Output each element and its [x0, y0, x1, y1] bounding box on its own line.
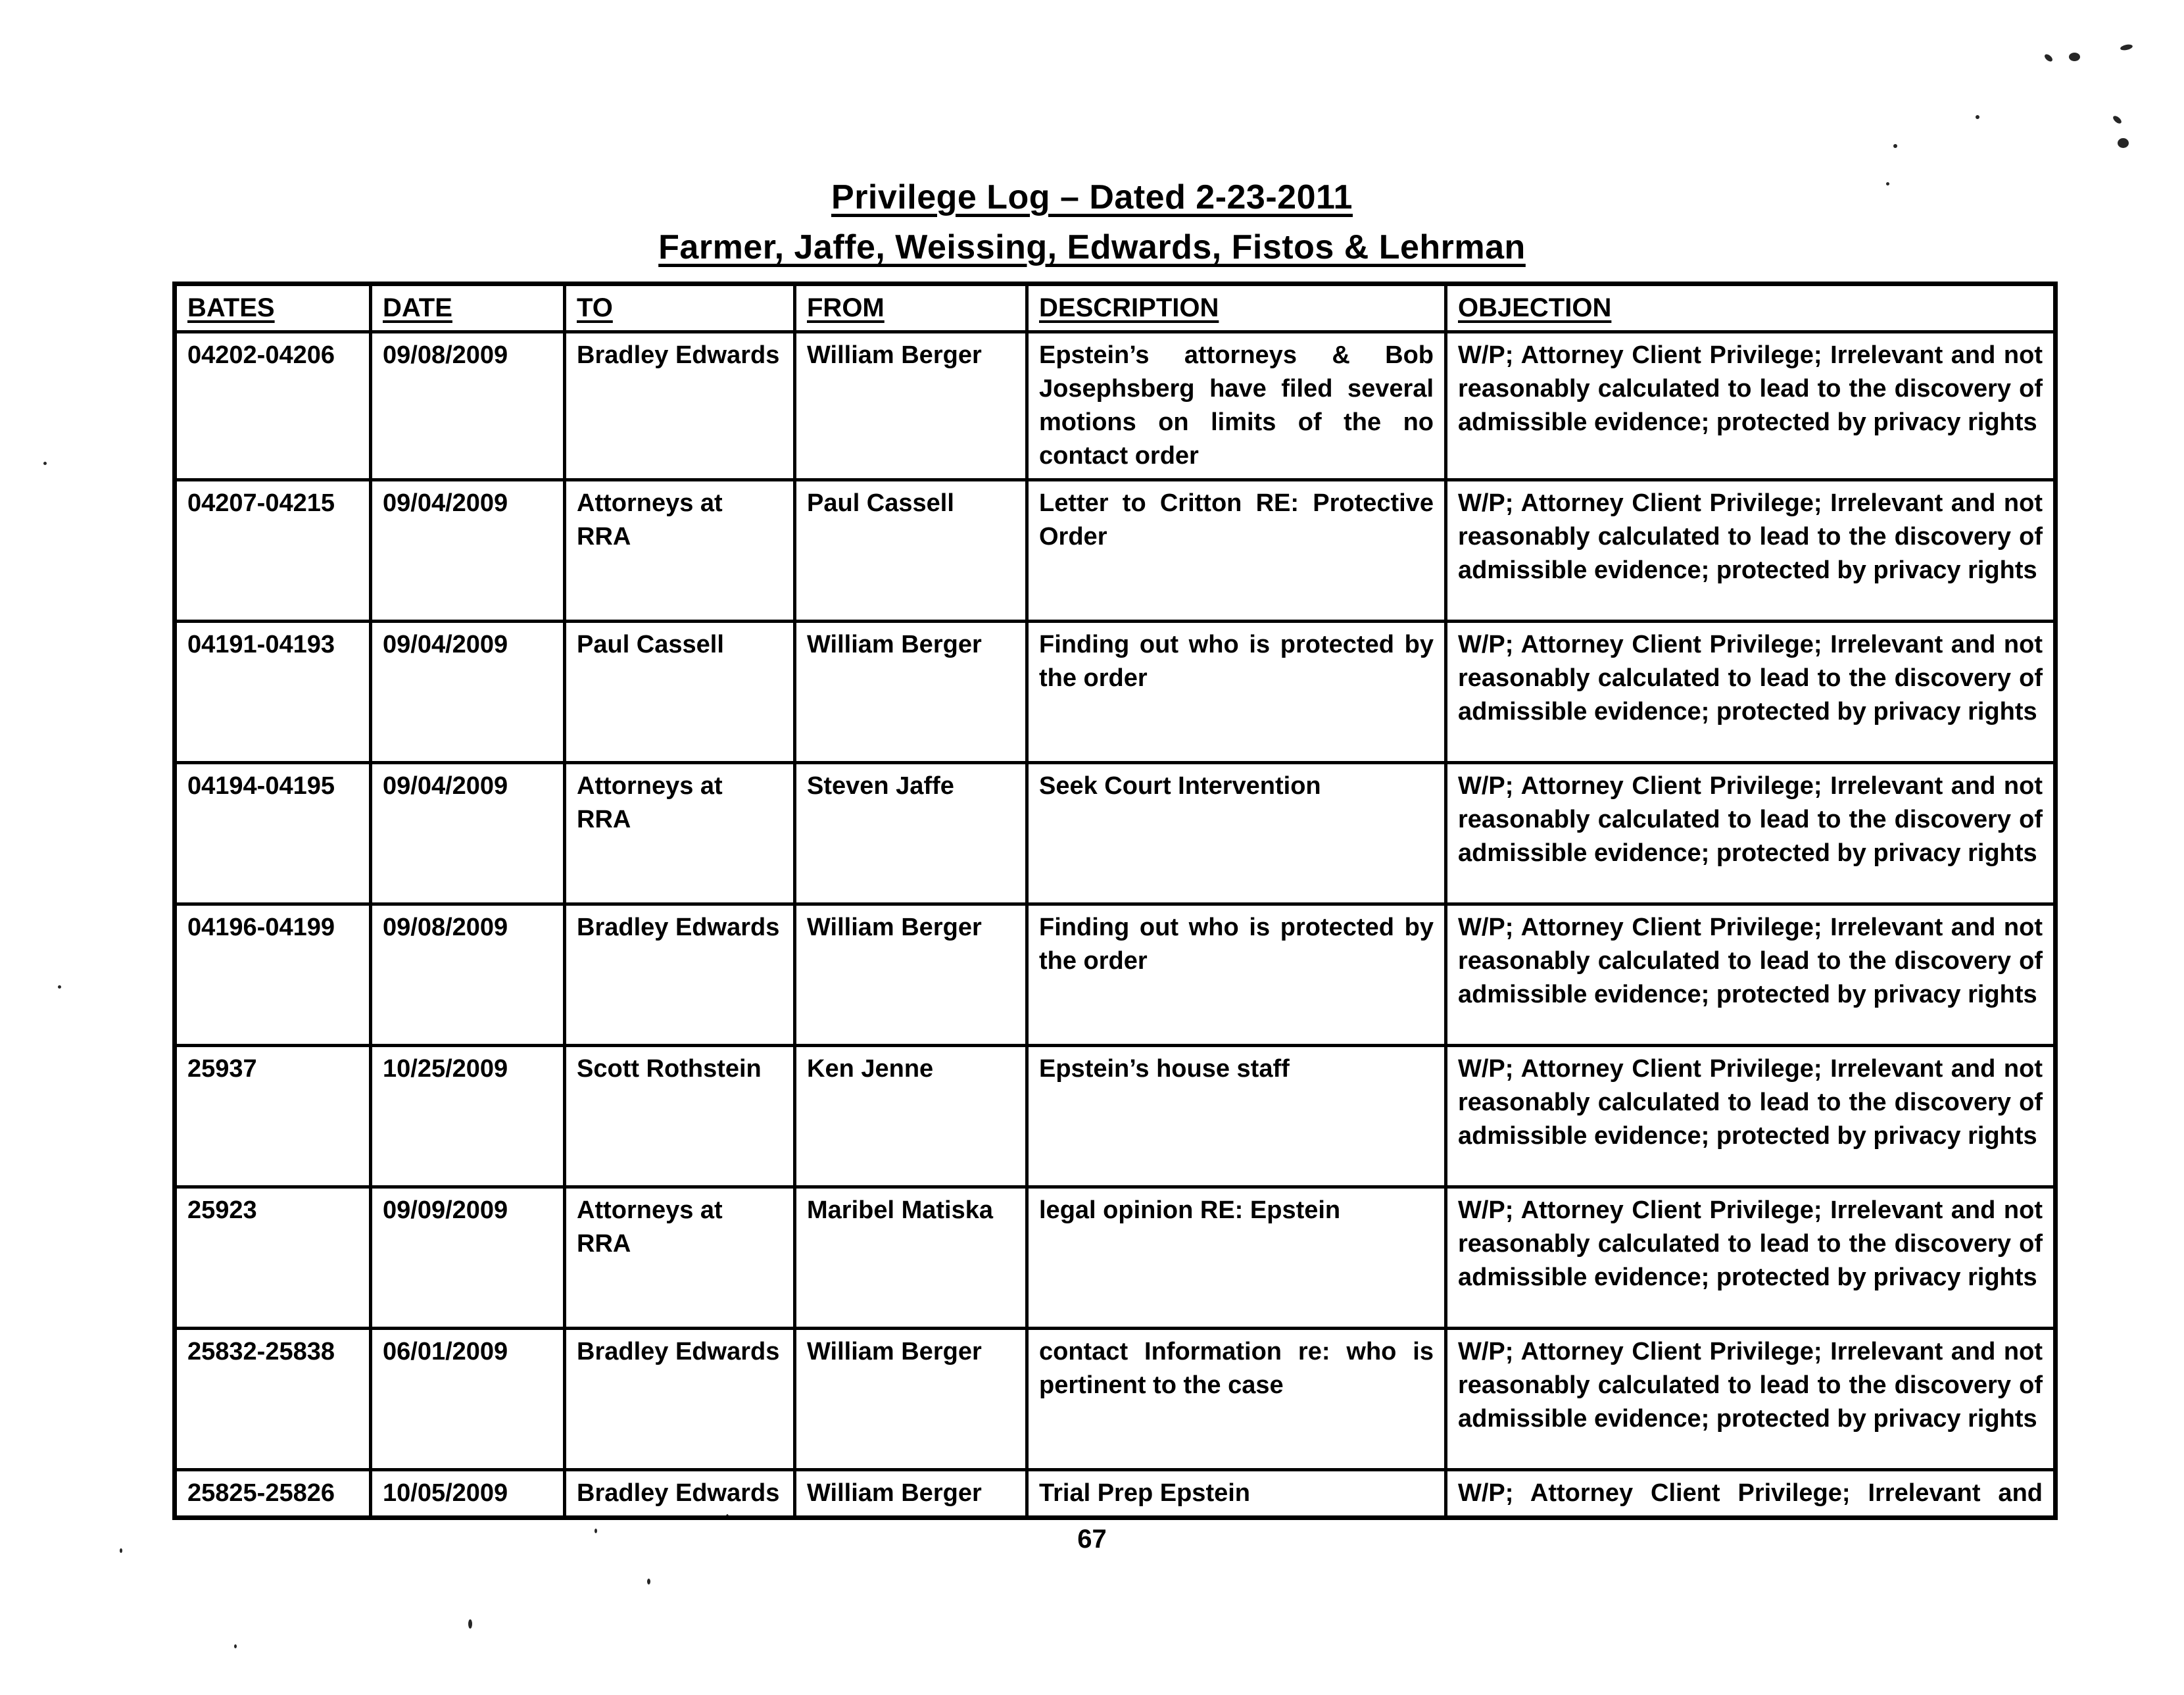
bates-cell: 04207-04215: [175, 480, 371, 622]
description-cell: Finding out who is protected by the order: [1027, 904, 1446, 1046]
column-header-description: DESCRIPTION: [1027, 284, 1446, 332]
from-cell: William Berger: [795, 904, 1027, 1046]
from-cell: William Berger: [795, 622, 1027, 763]
column-header-bates: BATES: [175, 284, 371, 332]
to-cell: Scott Rothstein: [565, 1046, 795, 1187]
privilege-log-table: [172, 282, 2058, 1520]
bates-cell: 04196-04199: [175, 904, 371, 1046]
scan-speck: [58, 985, 61, 989]
scan-speck: [1886, 182, 1889, 185]
description-cell: legal opinion RE: Epstein: [1027, 1187, 1446, 1329]
to-cell: Paul Cassell: [565, 622, 795, 763]
column-header-to: TO: [565, 284, 795, 332]
from-cell: Maribel Matiska: [795, 1187, 1027, 1329]
description-cell: Trial Prep Epstein: [1027, 1470, 1446, 1518]
scan-speck: [726, 1514, 729, 1519]
date-cell: 09/08/2009: [371, 904, 565, 1046]
document-title: Privilege Log – Dated 2-23-2011: [831, 178, 1353, 216]
table-row: [175, 1329, 2056, 1470]
to-cell: Bradley Edwards: [565, 332, 795, 480]
description-cell: Finding out who is protected by the order: [1027, 622, 1446, 763]
objection-cell: W/P; Attorney Client Privilege; Irrelevant and not reasonably calculated to lead to the discovery of admissible evidence; protected by privacy rights: [1446, 1046, 2056, 1187]
scan-speck: [2069, 53, 2080, 61]
column-header-date: DATE: [371, 284, 565, 332]
objection-cell: W/P; Attorney Client Privilege; Irrelevant and not reasonably calculated to lead to the discovery of admissible evidence; protected by privacy rights: [1446, 763, 2056, 904]
bates-cell: 04194-04195: [175, 763, 371, 904]
from-cell: William Berger: [795, 1329, 1027, 1470]
from-cell: Steven Jaffe: [795, 763, 1027, 904]
scan-speck: [2120, 43, 2133, 51]
objection-cell: W/P; Attorney Client Privilege; Irrelevant and not reasonably calculated to lead to the discovery of admissible evidence; protected by privacy rights: [1446, 480, 2056, 622]
table-row: [175, 1470, 2056, 1518]
document-subtitle: Farmer, Jaffe, Weissing, Edwards, Fistos & Lehrman: [658, 228, 1526, 266]
objection-cell: W/P; Attorney Client Privilege; Irrelevant and not reasonably calculated to lead to the discovery of admissible evidence; protected by privacy rights: [1446, 1187, 2056, 1329]
to-cell: Attorneys at RRA: [565, 763, 795, 904]
scan-speck: [234, 1644, 237, 1648]
bates-cell: 04191-04193: [175, 622, 371, 763]
date-cell: 10/25/2009: [371, 1046, 565, 1187]
objection-cell: W/P; Attorney Client Privilege; Irrelevant and not reasonably calculated to lead to the discovery of admissible evidence; protected by privacy rights: [1446, 904, 2056, 1046]
table-row: [175, 1187, 2056, 1329]
scan-speck: [595, 1529, 597, 1533]
to-cell: Bradley Edwards: [565, 904, 795, 1046]
date-cell: 06/01/2009: [371, 1329, 565, 1470]
description-cell: Seek Court Intervention: [1027, 763, 1446, 904]
description-cell: contact Information re: who is pertinent to the case: [1027, 1329, 1446, 1470]
from-cell: Paul Cassell: [795, 480, 1027, 622]
objection-cell: W/P; Attorney Client Privilege; Irrelevant and not reasonably calculated to lead to the discovery of admissible evidence; protected by privacy rights: [1446, 332, 2056, 480]
table-row: [175, 480, 2056, 622]
table-row: [175, 1046, 2056, 1187]
objection-cell: W/P; Attorney Client Privilege; Irrelevant and: [1446, 1470, 2056, 1518]
bates-cell: 25923: [175, 1187, 371, 1329]
scan-speck: [1976, 115, 1979, 119]
date-cell: 09/09/2009: [371, 1187, 565, 1329]
table-header-row: [175, 284, 2056, 332]
to-cell: Bradley Edwards: [565, 1329, 795, 1470]
table-row: [175, 904, 2056, 1046]
scan-speck: [647, 1579, 650, 1584]
table-row: [175, 332, 2056, 480]
column-header-from: FROM: [795, 284, 1027, 332]
scan-speck: [43, 462, 47, 465]
column-header-objection: OBJECTION: [1446, 284, 2056, 332]
objection-cell: W/P; Attorney Client Privilege; Irrelevant and not reasonably calculated to lead to the discovery of admissible evidence; protected by privacy rights: [1446, 1329, 2056, 1470]
description-cell: Epstein’s house staff: [1027, 1046, 1446, 1187]
bates-cell: 25832-25838: [175, 1329, 371, 1470]
date-cell: 09/04/2009: [371, 622, 565, 763]
from-cell: William Berger: [795, 332, 1027, 480]
title-block: [0, 172, 2184, 272]
scan-speck: [2112, 114, 2123, 125]
date-cell: 09/08/2009: [371, 332, 565, 480]
description-cell: Letter to Critton RE: Protective Order: [1027, 480, 1446, 622]
date-cell: 10/05/2009: [371, 1470, 565, 1518]
scan-speck: [1893, 144, 1897, 148]
table-row: [175, 622, 2056, 763]
bates-cell: 04202-04206: [175, 332, 371, 480]
objection-cell: W/P; Attorney Client Privilege; Irrelevant and not reasonably calculated to lead to the discovery of admissible evidence; protected by privacy rights: [1446, 622, 2056, 763]
scan-speck: [468, 1619, 472, 1629]
from-cell: William Berger: [795, 1470, 1027, 1518]
page-number: 67: [1077, 1525, 1107, 1554]
date-cell: 09/04/2009: [371, 480, 565, 622]
to-cell: Bradley Edwards: [565, 1470, 795, 1518]
scan-speck: [2118, 138, 2129, 148]
table-row: [175, 763, 2056, 904]
description-cell: Epstein’s attorneys & Bob Josephsberg have filed several motions on limits of the no contact order: [1027, 332, 1446, 480]
bates-cell: 25825-25826: [175, 1470, 371, 1518]
date-cell: 09/04/2009: [371, 763, 565, 904]
to-cell: Attorneys at RRA: [565, 1187, 795, 1329]
to-cell: Attorneys at RRA: [565, 480, 795, 622]
from-cell: Ken Jenne: [795, 1046, 1027, 1187]
bates-cell: 25937: [175, 1046, 371, 1187]
scan-speck: [120, 1548, 122, 1553]
scan-speck: [2043, 53, 2054, 62]
